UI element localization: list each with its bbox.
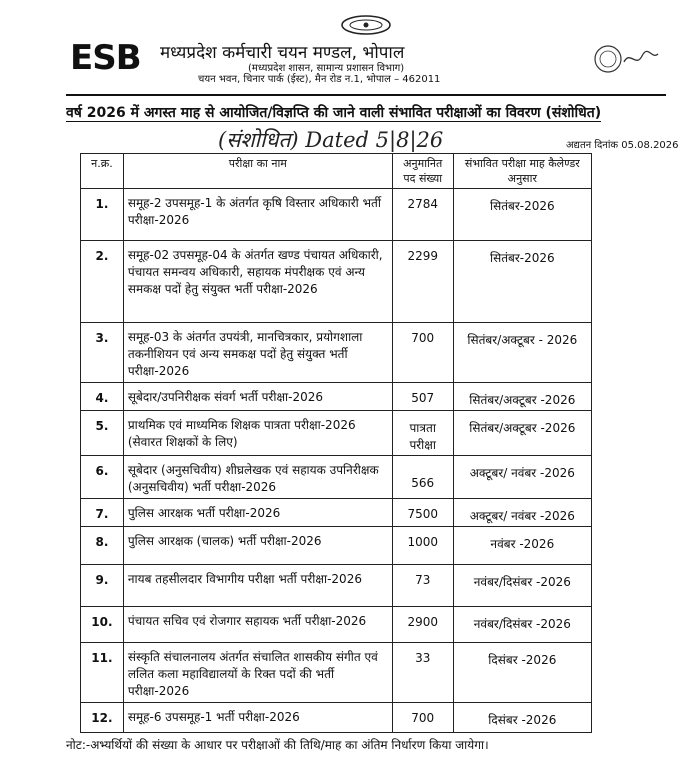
table-row xyxy=(81,499,592,527)
document-title-text: वर्ष 2026 में अगस्त माह से आयोजित/विज्ञप्ति की जाने वाली संभावित परीक्षाओं का विवरण (संशोधित) xyxy=(66,105,602,121)
row-number: 12. xyxy=(81,703,124,733)
post-count: 700 xyxy=(392,323,453,383)
exam-month: अक्टूबर/ नवंबर -2026 xyxy=(453,499,591,527)
row-number: 6. xyxy=(81,456,124,499)
row-number: 9. xyxy=(81,565,124,607)
handwritten-note: (संशोधित) Dated 5|8|26 xyxy=(218,128,444,152)
document-title xyxy=(66,103,684,122)
row-number: 5. xyxy=(81,411,124,456)
column-header: परीक्षा का नाम xyxy=(123,154,392,189)
table-header-row xyxy=(81,154,592,189)
table-row xyxy=(81,189,592,241)
row-number: 8. xyxy=(81,527,124,565)
updated-date: अद्यतन दिनांक 05.08.2026 xyxy=(566,140,679,151)
table-row xyxy=(81,565,592,607)
exam-month: अक्टूबर/ नवंबर -2026 xyxy=(453,456,591,499)
org-subtitle: (मध्यप्रदेश शासन, सामान्य प्रशासन विभाग) xyxy=(248,63,405,74)
row-number: 3. xyxy=(81,323,124,383)
exam-name: सूबेदार (अनुसचिवीय) शीघ्रलेखक एवं सहायक उपनिरीक्षक (अनुसचिवीय) भर्ती परीक्षा-2026 xyxy=(123,456,392,499)
exam-month: दिसंबर -2026 xyxy=(453,643,591,703)
exam-name: समूह-02 उपसमूह-04 के अंतर्गत खण्ड पंचायत अधिकारी, पंचायत समन्वय अधिकारी, सहायक मंपरीक्षक एवं अन्य समकक्ष पदों हेतु संयुक्त भर्ती परीक्षा-2026 xyxy=(123,241,392,323)
exam-name: समूह-6 उपसमूह-1 भर्ती परीक्षा-2026 xyxy=(123,703,392,733)
post-count: 2784 xyxy=(392,189,453,241)
exam-name: सूबेदार/उपनिरीक्षक संवर्ग भर्ती परीक्षा-2026 xyxy=(123,383,392,411)
exam-month: दिसंबर -2026 xyxy=(453,703,591,733)
exam-month: सितंबर/अक्टूबर -2026 xyxy=(453,411,591,456)
post-count: 2299 xyxy=(392,241,453,323)
post-count: 33 xyxy=(392,643,453,703)
exam-month: सितंबर/अक्टूबर -2026 xyxy=(453,383,591,411)
exam-name: पुलिस आरक्षक भर्ती परीक्षा-2026 xyxy=(123,499,392,527)
column-header: संभावित परीक्षा माह कैलेण्डर अनुसार xyxy=(453,154,591,189)
row-number: 1. xyxy=(81,189,124,241)
exam-month: नवंबर -2026 xyxy=(453,527,591,565)
exam-name: पंचायत सचिव एवं रोजगार सहायक भर्ती परीक्षा-2026 xyxy=(123,607,392,643)
table-row xyxy=(81,607,592,643)
row-number: 2. xyxy=(81,241,124,323)
org-address: चयन भवन, चिनार पार्क (ईस्ट), मैन रोड न.1, भोपाल – 462011 xyxy=(198,74,441,85)
exam-name: समूह-03 के अंतर्गत उपयंत्री, मानचित्रकार, प्रयोगशाला तकनीशियन एवं अन्य समकक्ष पदों हेतु संयुक्त भर्ती परीक्षा-2026 xyxy=(123,323,392,383)
row-number: 11. xyxy=(81,643,124,703)
post-count: 700 xyxy=(392,703,453,733)
exam-month: सितंबर-2026 xyxy=(453,241,591,323)
exam-month: सितंबर-2026 xyxy=(453,189,591,241)
post-count: 1000 xyxy=(392,527,453,565)
column-header: न.क्र. xyxy=(81,154,124,189)
post-count: 507 xyxy=(392,383,453,411)
post-count: 566 xyxy=(392,456,453,499)
post-count: 7500 xyxy=(392,499,453,527)
header-divider xyxy=(66,94,666,96)
exam-name: प्राथमिक एवं माध्यमिक शिक्षक पात्रता परीक्षा-2026 (सेवारत शिक्षकों के लिए) xyxy=(123,411,392,456)
table-row xyxy=(81,411,592,456)
post-count: 73 xyxy=(392,565,453,607)
exam-name: पुलिस आरक्षक (चालक) भर्ती परीक्षा-2026 xyxy=(123,527,392,565)
table-row xyxy=(81,643,592,703)
table-row xyxy=(81,241,592,323)
exam-name: संस्कृति संचालनालय अंतर्गत संचालित शासकीय संगीत एवं ललित कला महाविद्यालयों के रिक्त पदों की भर्ती परीक्षा-2026 xyxy=(123,643,392,703)
table-row xyxy=(81,703,592,733)
exam-month: नवंबर/दिसंबर -2026 xyxy=(453,565,591,607)
table-row xyxy=(81,456,592,499)
org-name: मध्यप्रदेश कर्मचारी चयन मण्डल, भोपाल xyxy=(160,43,405,63)
exam-month: नवंबर/दिसंबर -2026 xyxy=(453,607,591,643)
exam-name: नायब तहसीलदार विभागीय परीक्षा भर्ती परीक्षा-2026 xyxy=(123,565,392,607)
exam-name: समूह-2 उपसमूह-1 के अंतर्गत कृषि विस्तार अधिकारी भर्ती परीक्षा-2026 xyxy=(123,189,392,241)
esb-logo: ESB xyxy=(70,38,141,78)
exam-table xyxy=(80,153,592,733)
column-header: अनुमानित पद संख्या xyxy=(392,154,453,189)
row-number: 10. xyxy=(81,607,124,643)
state-emblem-icon xyxy=(340,14,392,36)
table-row xyxy=(81,383,592,411)
table-row xyxy=(81,527,592,565)
exam-month: सितंबर/अक्टूबर - 2026 xyxy=(453,323,591,383)
row-number: 7. xyxy=(81,499,124,527)
table-row xyxy=(81,323,592,383)
signature-emblem-icon xyxy=(590,42,660,76)
post-count: 2900 xyxy=(392,607,453,643)
row-number: 4. xyxy=(81,383,124,411)
post-count: पात्रता परीक्षा xyxy=(392,411,453,456)
footer-note: नोट:-अभ्यर्थियों की संख्या के आधार पर परीक्षाओं की तिथि/माह का अंतिम निर्धारण किया जायेगा। xyxy=(66,738,489,752)
